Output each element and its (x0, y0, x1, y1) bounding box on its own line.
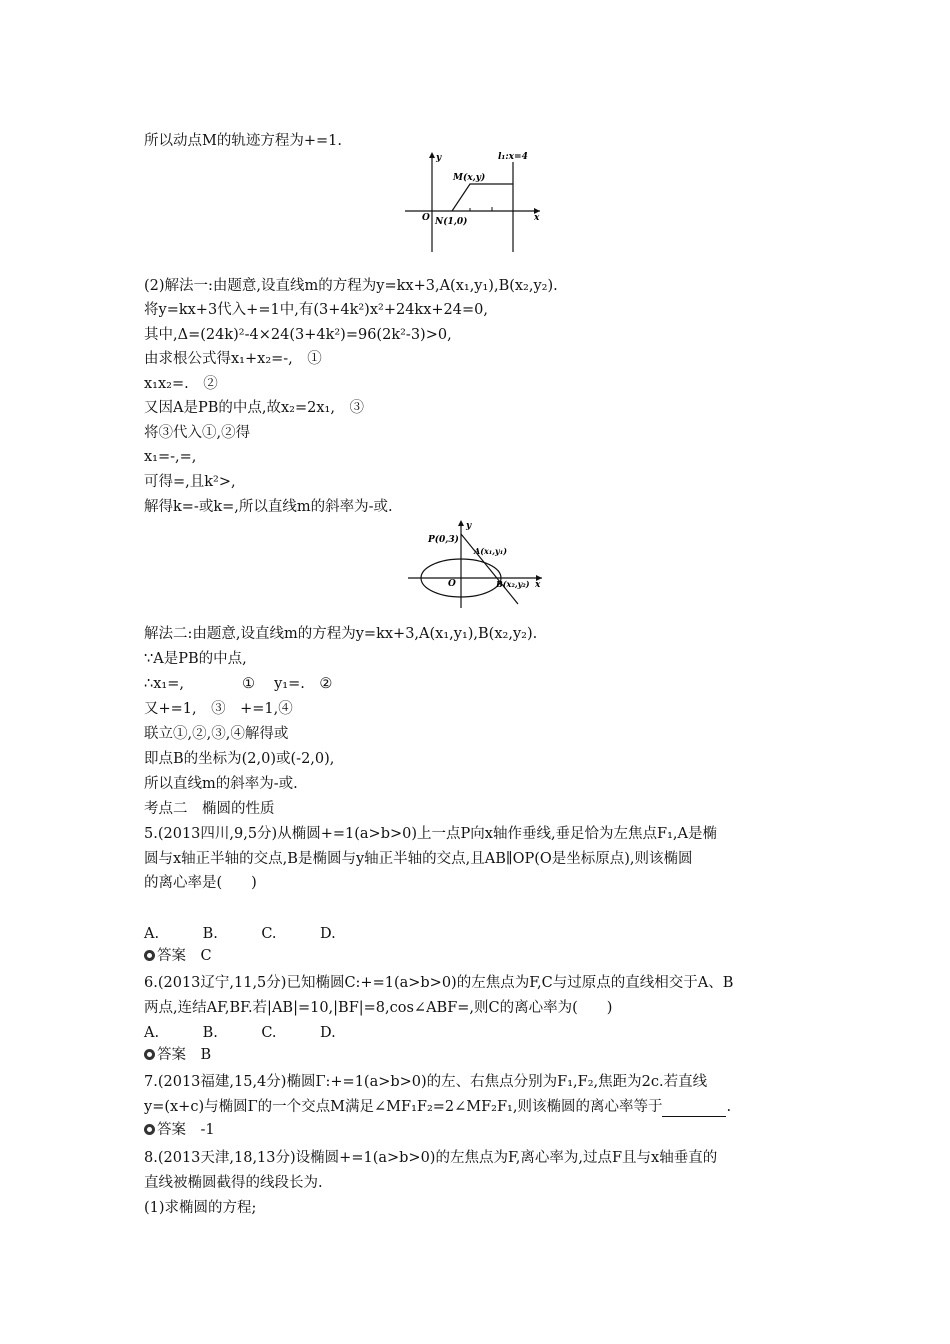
line-m (461, 534, 518, 604)
l1-label: l₁:x=4 (498, 152, 528, 162)
answer-line: 答案 C (144, 946, 212, 966)
answer-icon (144, 950, 155, 961)
text-line: 直线被椭圆截得的线段长为. (144, 1175, 323, 1191)
text-line: 由求根公式得x₁+x₂=-, ① (144, 351, 322, 367)
text-line: (1)求椭圆的方程; (144, 1200, 257, 1216)
answer-blank (662, 1102, 726, 1117)
point-n-label: N(1,0) (435, 217, 468, 227)
point-a-label: A(x₁,y₁) (474, 546, 507, 556)
text-line: (2)解法一:由题意,设直线m的方程为y=kx+3,A(x₁,y₁),B(x₂,y₂). (144, 278, 558, 294)
text-line: 解得k=-或k=,所以直线m的斜率为-或. (144, 499, 393, 515)
y-label: y (436, 153, 442, 163)
answer-icon (144, 1049, 155, 1060)
answer-line: 答案 B (144, 1045, 211, 1065)
y-axis-arrow (458, 520, 464, 526)
text-line: 8.(2013天津,18,13分)设椭圆+=1(a>b>0)的左焦点为F,离心率为,过点F且与x轴垂直的 (144, 1150, 718, 1166)
text-line: 联立①,②,③,④解得或 (144, 726, 289, 742)
text-line: 又因A是PB的中点,故x₂=2x₁, ③ (144, 400, 364, 416)
origin-label: O (448, 579, 456, 589)
options-line: A. B. C. D. (144, 1025, 336, 1041)
y-label: y (466, 521, 472, 531)
text-line: 7.(2013福建,15,4分)椭圆Γ:+=1(a>b>0)的左、右焦点分别为F₁,F₂,焦距为2c.若直线 (144, 1074, 708, 1090)
trajectory-figure (400, 148, 550, 254)
text-line: 将y=kx+3代入+=1中,有(3+4k²)x²+24kx+24=0, (144, 302, 488, 318)
text-line: y=(x+c)与椭圆Γ的一个交点M满足∠MF₁F₂=2∠MF₂F₁,则该椭圆的离心率等于 . (144, 1099, 732, 1115)
text-line: 解法二:由题意,设直线m的方程为y=kx+3,A(x₁,y₁),B(x₂,y₂). (144, 626, 538, 642)
point-b-label: B(x₂,y₂) (496, 579, 530, 589)
answer-line: 答案 -1 (144, 1120, 215, 1140)
text-line: 即点B的坐标为(2,0)或(-2,0), (144, 751, 335, 767)
text-line: ∴x₁=, ① y₁=. ② (144, 676, 333, 692)
trajectory-path (452, 184, 513, 211)
text-line: 所以动点M的轨迹方程为+=1. (144, 133, 342, 149)
origin-label: O (422, 213, 430, 223)
text-line: 又+=1, ③ +=1,④ (144, 701, 293, 717)
text-line: 的离心率是( ) (144, 875, 257, 891)
options-line: A. B. C. D. (144, 926, 336, 942)
text-line: ∵A是PB的中点, (144, 651, 247, 667)
text-line: 其中,Δ=(24k)²-4×24(3+4k²)=96(2k²-3)>0, (144, 327, 452, 343)
point-m-label: M(x,y) (453, 173, 486, 183)
x-label: x (534, 213, 540, 223)
text-line: x₁=-,=, (144, 449, 197, 465)
text-line: 所以直线m的斜率为-或. (144, 776, 298, 792)
text-line: 6.(2013辽宁,11,5分)已知椭圆C:+=1(a>b>0)的左焦点为F,C与过原点的直线相交于A、B (144, 975, 734, 991)
text-line: 可得=,且k²>, (144, 474, 236, 490)
text-line: 两点,连结AF,BF.若|AB|=10,|BF|=8,cos∠ABF=,则C的离心率为( ) (144, 1000, 613, 1016)
y-axis-arrow (429, 152, 435, 158)
text-line: x₁x₂=. ② (144, 376, 218, 392)
ellipse-figure (404, 518, 554, 610)
answer-icon (144, 1124, 155, 1135)
section-heading: 考点二 椭圆的性质 (144, 801, 275, 817)
point-p-label: P(0,3) (428, 535, 459, 545)
text-line: 圆与x轴正半轴的交点,B是椭圆与y轴正半轴的交点,且AB∥OP(O是坐标原点),则该椭圆 (144, 851, 693, 867)
x-label: x (535, 580, 541, 590)
text-line: 5.(2013四川,9,5分)从椭圆+=1(a>b>0)上一点P向x轴作垂线,垂足恰为左焦点F₁,A是椭 (144, 826, 718, 842)
text-line: 将③代入①,②得 (144, 425, 251, 441)
